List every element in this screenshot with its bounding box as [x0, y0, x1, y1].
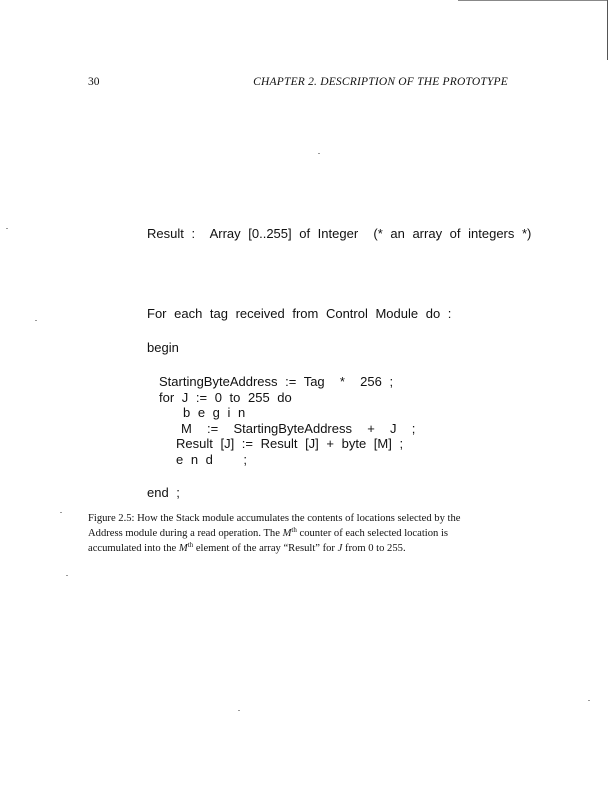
- page-edge-top: [458, 0, 608, 1]
- caption-text-3c: from 0 to 255.: [342, 543, 406, 554]
- caption-text-3a: accumulated into the: [88, 543, 179, 554]
- scan-speck: [6, 228, 8, 229]
- code-line-result-accumulate: Result [J] := Result [J] + byte [M] ;: [176, 436, 404, 451]
- caption-text-3b: element of the array “Result” for: [193, 543, 338, 554]
- figure-caption: [88, 511, 528, 556]
- code-line-starting-address: StartingByteAddress := Tag * 256 ;: [159, 374, 394, 389]
- figure-label: Figure 2.5:: [88, 513, 135, 524]
- code-line-end: end ;: [147, 485, 180, 500]
- scan-speck: [35, 320, 37, 321]
- page-number: 30: [88, 76, 100, 88]
- caption-text-2b: counter of each selected location is: [296, 528, 449, 539]
- page-header: [88, 76, 508, 92]
- m-symbol: M: [282, 528, 292, 539]
- page-edge-right: [607, 0, 608, 60]
- scan-speck: [66, 575, 68, 576]
- code-line-for-each: For each tag received from Control Module do :: [147, 306, 452, 321]
- caption-line-1: [88, 511, 528, 526]
- scan-speck: [588, 700, 590, 701]
- m-symbol-2: M: [178, 543, 188, 554]
- th-superscript: th: [291, 526, 297, 534]
- scan-speck: [318, 153, 320, 154]
- caption-text-1: How the Stack module accumulates the contents of locations selected by the: [137, 513, 461, 524]
- caption-text-2a: Address module during a read operation. The: [88, 528, 283, 539]
- scan-speck: [238, 710, 240, 711]
- array-declaration: Result : Array [0..255] of Integer (* an array of integers *): [147, 226, 532, 241]
- code-line-inner-begin: b e g i n: [183, 405, 246, 420]
- scan-speck: [60, 512, 62, 513]
- code-line-m-assign: M := StartingByteAddress + J ;: [181, 421, 416, 436]
- caption-line-2: [88, 526, 528, 541]
- running-head: CHAPTER 2. DESCRIPTION OF THE PROTOTYPE: [253, 76, 508, 88]
- j-symbol: J: [337, 543, 343, 554]
- code-line-inner-end: e n d ;: [176, 452, 247, 467]
- code-line-for-loop: for J := 0 to 255 do: [159, 390, 292, 405]
- caption-line-3: [88, 541, 528, 556]
- th-superscript-2: th: [187, 541, 194, 549]
- code-line-begin: begin: [147, 340, 179, 355]
